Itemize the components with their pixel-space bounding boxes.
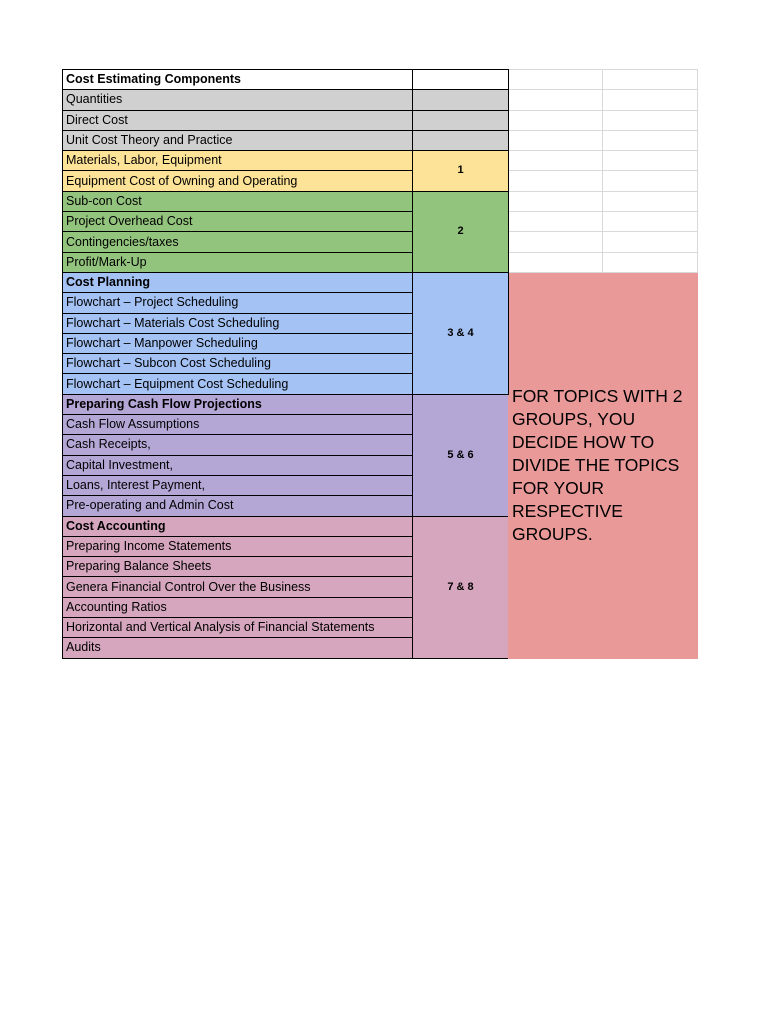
empty-cell[interactable] <box>603 151 698 171</box>
table-row <box>63 272 698 292</box>
group-number-cell[interactable]: 7 & 8 <box>413 516 509 658</box>
topic-cell[interactable]: Preparing Income Statements <box>63 536 413 556</box>
topic-cell[interactable]: Preparing Balance Sheets <box>63 557 413 577</box>
empty-cell[interactable] <box>509 151 603 171</box>
topic-cell[interactable]: Flowchart – Manpower Scheduling <box>63 333 413 353</box>
empty-cell[interactable] <box>603 130 698 150</box>
topic-cell[interactable]: Sub-con Cost <box>63 191 413 211</box>
empty-cell[interactable] <box>603 90 698 110</box>
section-header-cell[interactable]: Cost Planning <box>63 272 413 292</box>
instruction-note: FOR TOPICS WITH 2 GROUPS, YOU DECIDE HOW TO DIVIDE THE TOPICS FOR YOUR RESPECTIVE GROUPS. <box>509 272 698 658</box>
topic-cell[interactable]: Contingencies/taxes <box>63 232 413 252</box>
table-row <box>63 252 698 272</box>
topic-cell[interactable]: Flowchart – Project Scheduling <box>63 293 413 313</box>
group-number-cell[interactable] <box>413 70 509 90</box>
empty-cell[interactable] <box>603 252 698 272</box>
topic-cell[interactable]: Flowchart – Equipment Cost Scheduling <box>63 374 413 394</box>
topic-cell[interactable]: Genera Financial Control Over the Business <box>63 577 413 597</box>
group-number-cell[interactable] <box>413 130 509 150</box>
empty-cell[interactable] <box>603 110 698 130</box>
table-row <box>63 151 698 171</box>
group-number-cell[interactable]: 2 <box>413 191 509 272</box>
group-number-cell[interactable]: 3 & 4 <box>413 272 509 394</box>
table-row <box>63 90 698 110</box>
group-number-cell[interactable]: 1 <box>413 151 509 192</box>
topic-cell[interactable]: Audits <box>63 638 413 658</box>
topic-cell[interactable]: Equipment Cost of Owning and Operating <box>63 171 413 191</box>
topic-cell[interactable]: Quantities <box>63 90 413 110</box>
table-row <box>63 212 698 232</box>
topic-cell[interactable]: Cash Flow Assumptions <box>63 415 413 435</box>
topic-cell[interactable]: Direct Cost <box>63 110 413 130</box>
group-number-cell[interactable] <box>413 110 509 130</box>
topic-cell[interactable]: Materials, Labor, Equipment <box>63 151 413 171</box>
empty-cell[interactable] <box>603 191 698 211</box>
section-header-cell[interactable]: Preparing Cash Flow Projections <box>63 394 413 414</box>
topic-cell[interactable]: Capital Investment, <box>63 455 413 475</box>
empty-cell[interactable] <box>509 232 603 252</box>
topic-cell[interactable]: Unit Cost Theory and Practice <box>63 130 413 150</box>
group-number-cell[interactable] <box>413 90 509 110</box>
table-row <box>63 171 698 191</box>
empty-cell[interactable] <box>509 171 603 191</box>
empty-cell[interactable] <box>603 70 698 90</box>
topic-cell[interactable]: Accounting Ratios <box>63 597 413 617</box>
empty-cell[interactable] <box>603 232 698 252</box>
table-row <box>63 130 698 150</box>
topic-cell[interactable]: Flowchart – Materials Cost Scheduling <box>63 313 413 333</box>
table-row <box>63 191 698 211</box>
table-row <box>63 70 698 90</box>
empty-cell[interactable] <box>509 90 603 110</box>
topic-cell[interactable]: Loans, Interest Payment, <box>63 475 413 495</box>
topic-cell[interactable]: Profit/Mark-Up <box>63 252 413 272</box>
topic-cell[interactable]: Flowchart – Subcon Cost Scheduling <box>63 354 413 374</box>
group-number-cell[interactable]: 5 & 6 <box>413 394 509 516</box>
table-row <box>63 232 698 252</box>
section-header-cell[interactable]: Cost Estimating Components <box>63 70 413 90</box>
empty-cell[interactable] <box>509 252 603 272</box>
table-row <box>63 110 698 130</box>
empty-cell[interactable] <box>603 171 698 191</box>
topic-cell[interactable]: Project Overhead Cost <box>63 212 413 232</box>
empty-cell[interactable] <box>603 212 698 232</box>
topic-cell[interactable]: Cash Receipts, <box>63 435 413 455</box>
empty-cell[interactable] <box>509 110 603 130</box>
empty-cell[interactable] <box>509 191 603 211</box>
topic-cell[interactable]: Pre-operating and Admin Cost <box>63 496 413 516</box>
empty-cell[interactable] <box>509 212 603 232</box>
empty-cell[interactable] <box>509 130 603 150</box>
section-header-cell[interactable]: Cost Accounting <box>63 516 413 536</box>
empty-cell[interactable] <box>509 70 603 90</box>
topics-table <box>62 69 698 659</box>
topic-cell[interactable]: Horizontal and Vertical Analysis of Financial Statements <box>63 618 413 638</box>
